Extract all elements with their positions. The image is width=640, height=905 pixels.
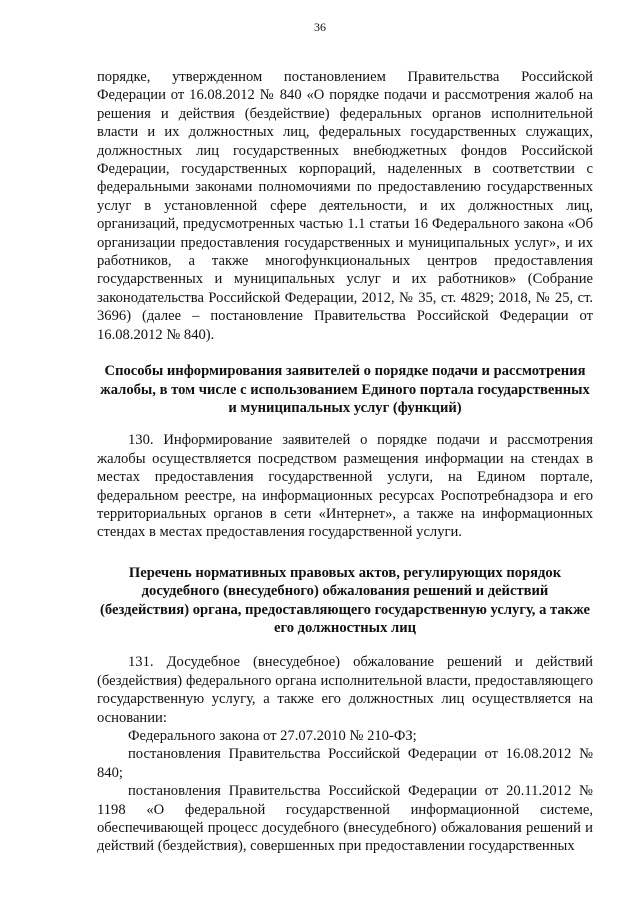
legal-act-item: постановления Правительства Российской Федерации от 20.11.2012 № 1198 «О федеральной государственной информационной системе, обеспечивающей процесс досудебного (внесудебного) обжалования решений и действий (бездействия), совершенных при предоставлении государственных: [97, 783, 593, 855]
document-body: [97, 68, 593, 856]
paragraph-131: 131. Досудебное (внесудебное) обжалование решений и действий (бездействия) федерального органа исполнительной власти, предоставляющего государственную услугу, а также его должностных лиц осуществляется на основании:: [97, 654, 593, 726]
legal-act-item: постановления Правительства Российской Федерации от 16.08.2012 № 840;: [97, 746, 593, 781]
paragraph-130: 130. Информирование заявителей о порядке подачи и рассмотрения жалобы осуществляется посредством размещения информации на стендах в местах предоставления государственной услуги, на Едином портале, федеральном реестре, на информационных ресурсах Роспотребнадзора и его территориальных органов в сети «Интернет», а также на информационных стендах в местах предоставления государственной услуги.: [97, 432, 593, 541]
section-heading-legal-acts: Перечень нормативных правовых актов, регулирующих порядок досудебного (внесудебного) обжалования решений и действий (бездействия) органа, предоставляющего государственную услугу, а также его должностных лиц: [100, 564, 590, 636]
legal-act-item: Федерального закона от 27.07.2010 № 210-ФЗ;: [128, 728, 417, 744]
intro-paragraph: порядке, утвержденном постановлением Правительства Российской Федерации от 16.08.2012 № 840 «О порядке подачи и рассмотрения жалоб на решения и действия (бездействие) федеральных органов исполнительной власти и их должностных лиц, федеральных государственных служащих, должностных лиц государственных внебюджетных фондов Российской Федерации, государственных корпораций, наделенных в соответствии с федеральными законами полномочиями по предоставлению государственных услуг в установленной сфере деятельности, и их должностных лиц, организаций, предусмотренных частью 1.1 статьи 16 Федерального закона «Об организации предоставления государственных и муниципальных услуг», и их работников, а также многофункциональных центров предоставления государственных и муниципальных услуг и их работников» (Собрание законодательства Российской Федерации, 2012, № 35, ст. 4829; 2018, № 25, ст. 3696) (далее – постановление Правительства Российской Федерации от 16.08.2012 № 840).: [97, 69, 593, 343]
page-number: 36: [314, 20, 326, 34]
section-heading-complaint-info: Способы информирования заявителей о порядке подачи и рассмотрения жалобы, в том числе с использованием Единого портала государственных и муниципальных услуг (функций): [100, 363, 590, 416]
